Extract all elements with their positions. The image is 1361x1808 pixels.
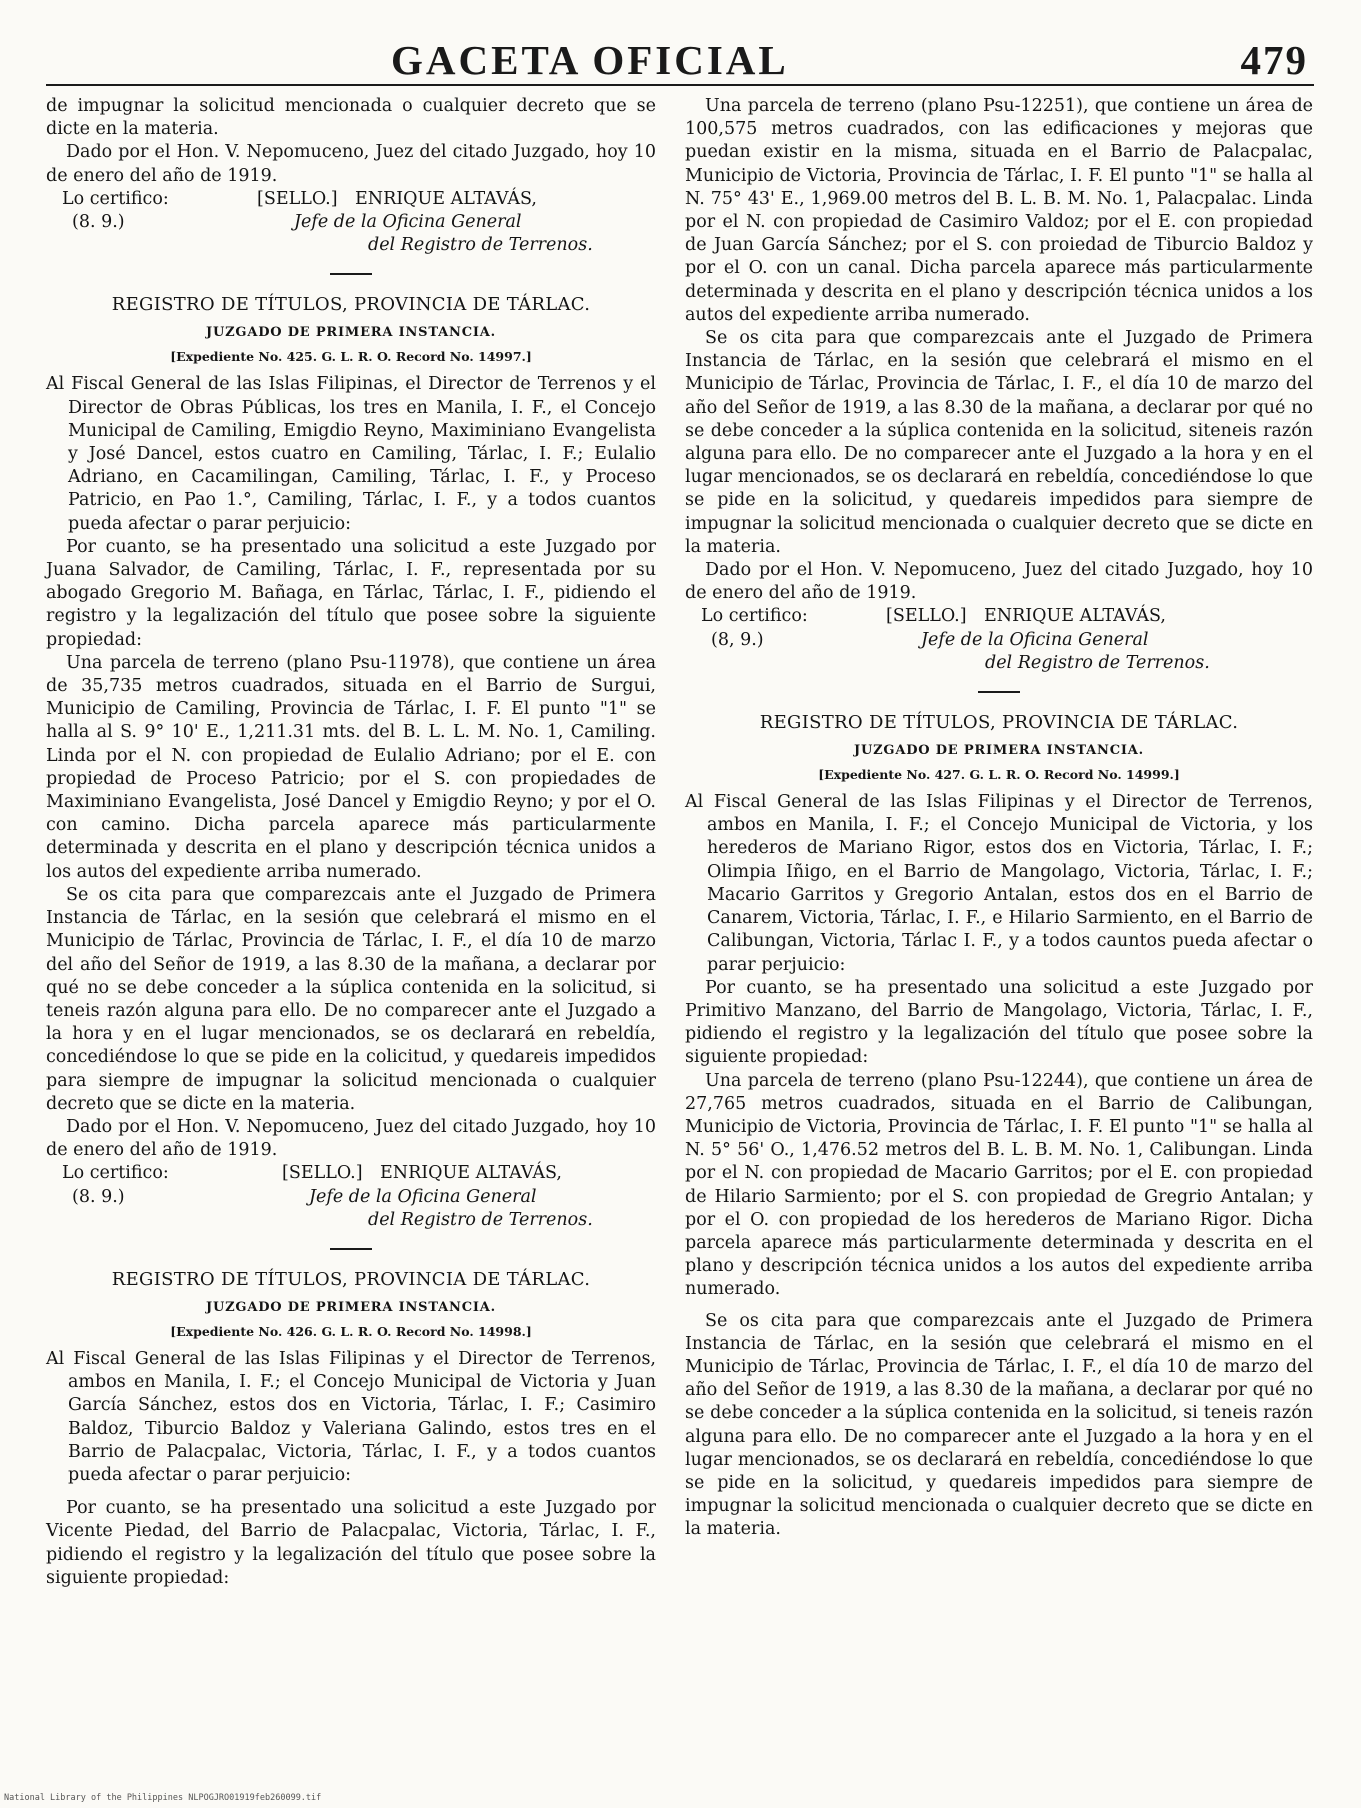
- publication-title: GACETA OFICIAL: [391, 37, 789, 83]
- right-column: [685, 95, 1313, 1542]
- signatory-title: Jefe de la Oficina General: [309, 1186, 537, 1207]
- signatory-office: del Registro de Terrenos.: [368, 235, 593, 256]
- dado-paragraph: Dado por el Hon. V. Nepomuceno, Juez del citado Juzgado, hoy 10 de enero del año de 1919.: [685, 560, 1313, 604]
- parcel-description: Una parcela de terreno (plano Psu-12244), que contiene un área de 27,765 metros cuadrados, situada en el Barrio de Calibungan, Municipio de Victoria, Provincia de Tárlac, I. F. El punto "1" se halla al N. 5° 56' O., 1,476.52 metros del B. L. B. M. No. 1, Calibungan. Linda por el N. con propiedad de Macario Garritos; por el E. con propiedad de Hilario Sarmiento; por el S. con propiedad de Gregrio Antalan; y por el O. con propiedad de los herederos de Mariano Rigor. Dicha parcela aparece más particularmente determinada y descrita en el plano y descripción técnica unidos a los autos del expediente arriba numerado.: [685, 1070, 1313, 1300]
- section-divider: [330, 1248, 372, 1250]
- certifico-label: Lo certifico:: [701, 606, 808, 627]
- por-cuanto-paragraph: Por cuanto, se ha presentado una solicitud a este Juzgado por Primitivo Manzano, del Barrio de Mangolago, Victoria, Tárlac, I. F., pidiendo el registro y la legalización del título que posee sobre la siguiente propiedad:: [685, 977, 1313, 1068]
- seal-mark: [SELLO.]: [886, 606, 967, 627]
- parcel-description: Una parcela de terreno (plano Psu-12251), que contiene un área de 100,575 metros cuadrados, con las edificaciones y mejoras que puedan existir en la misma, situada en el Barrio de Palacpalac, Municipio de Victoria, Provincia de Tárlac, I. F. El punto "1" se halla al N. 75° 43' E., 1,969.00 metros del B. L. B. M. No. 1, Palacpalac. Linda por el N. con propiedad de Casimiro Valdoz; por el E. con propiedad de Juan García Sánchez; por el S. con proiedad de Tiburcio Baldoz y por el O. con un canal. Dicha parcela aparece más particularmente determinada y descrita en el plano y descripción técnica unidos a los autos del expediente arriba numerado.: [685, 96, 1313, 325]
- summons-paragraph: Se os cita para que comparezcais ante el Juzgado de Primera Instancia de Tárlac, en la sesión que celebrará el mismo en el Municipio de Tárlac, Provincia de Tárlac, I. F., el día 10 de marzo del año del Señor de 1919, a las 8.30 de la mañana, a declarar por qué no se debe conceder a la súplica contenida en la solicitud, siteneis razón alguna para ello. De no comparecer ante el Juzgado a la hora y en el lugar mencionados, se os declarará en rebeldía, concediéndose lo que se pide en la solicitud, y quedareis impedidos para siempre de impugnar la solicitud mencionada o cualquier decreto que se dicte en la materia.: [685, 328, 1313, 557]
- section-divider: [330, 273, 372, 275]
- signatory-name: ENRIQUE ALTAVÁS,: [984, 606, 1166, 627]
- left-column: [46, 95, 656, 1590]
- seal-mark: [SELLO.]: [282, 1163, 363, 1184]
- expediente-reference: [Expediente No. 425. G. L. R. O. Record No. 14997.]: [170, 349, 532, 365]
- notice-addressees: Al Fiscal General de las Islas Filipinas, el Director de Terrenos y el Director de Obras Públicas, los tres en Manila, I. F., el Concejo Municipal de Camiling, Emigdio Reyno, Maximiniano Evangelista y José Dancel, estos cuatro en Camiling, Tárlac, I. F.; Eulalio Adriano, en Cacamilingan, Camiling, Tárlac, I. F., y Proceso Patricio, en Pao 1.°, Camiling, Tárlac, I. F., y a todos cuantos pueda afectar o parar perjuicio:: [46, 374, 656, 534]
- page-number: 479: [1240, 37, 1308, 83]
- scan-footer: National Library of the Philippines NLPOGJRO01919feb260099.tif: [4, 1793, 322, 1803]
- masthead: [46, 28, 1314, 86]
- continued-paragraph: de impugnar la solicitud mencionada o cualquier decreto que se dicte en la materia.: [46, 96, 656, 140]
- signatory-name: ENRIQUE ALTAVÁS,: [355, 188, 537, 209]
- section-divider: [978, 691, 1020, 693]
- dado-paragraph: Dado por el Hon. V. Nepomuceno, Juez del citado Juzgado, hoy 10 de enero del año de 1919.: [46, 1116, 656, 1161]
- court-heading: JUZGADO DE PRIMERA INSTANCIA.: [206, 325, 496, 341]
- summons-paragraph: Se os cita para que comparezcais ante el Juzgado de Primera Instancia de Tárlac, en la sesión que celebrará el mismo en el Municipio de Tárlac, Provincia de Tárlac, I. F., el día 10 de marzo del año del Señor de 1919, a las 8.30 de la mañana, a declarar por qué no se debe conceder a la súplica contenida en la solicitud, si teneis razón alguna para ello. De no comparecer ante el Juzgado a la hora y en el lugar mencionados, se os declarará en rebeldía, concediéndose lo que se pide en la colicitud, y quedareis impedidos para siempre de impugnar la solicitud mencionada o cualquier decreto que se dicte en la materia.: [46, 884, 656, 1114]
- certification-block: [685, 605, 1313, 675]
- seal-mark: [SELLO.]: [257, 188, 338, 209]
- section-heading: REGISTRO DE TÍTULOS, PROVINCIA DE TÁRLAC.: [111, 1268, 591, 1290]
- section-heading: REGISTRO DE TÍTULOS, PROVINCIA DE TÁRLAC.: [111, 294, 591, 316]
- notice-addressees: Al Fiscal General de las Islas Filipinas y el Director de Terrenos, ambos en Manila, I. F.; el Concejo Municipal de Victoria, y los herederos de Mariano Rigor, estos dos en Victoria, Tárlac, I. F.; Olimpia Iñigo, en el Barrio de Mangolago, Victoria, Tárlac, I. F.; Macario Garritos y Gregorio Antalan, estos dos en el Barrio de Canarem, Victoria, Tárlac, I. F., e Hilario Sarmiento, en el Barrio de Calibungan, Victoria, Tárlac I. F., y a todos cauntos pueda afectar o parar perjuicio:: [685, 792, 1313, 975]
- notice-addressees: Al Fiscal General de las Islas Filipinas y el Director de Terrenos, ambos en Manila, I. F.; el Concejo Municipal de Victoria y Juan García Sánchez, estos dos en Victoria, Tárlac, I. F.; Casimiro Baldoz, Tiburcio Baldoz y Valeriana Galindo, estos tres en el Barrio de Palacpalac, Victoria, Tárlac, I. F., y a todos cuantos pueda afectar o parar perjuicio:: [46, 1348, 656, 1485]
- signatory-office: del Registro de Terrenos.: [368, 1209, 593, 1230]
- por-cuanto-paragraph: Por cuanto, se ha presentado una solicitud a este Juzgado por Vicente Piedad, del Barrio de Palacpalac, Victoria, Tárlac, I. F., pidiendo el registro y la legalización del título que posee sobre la siguiente propiedad:: [46, 1498, 656, 1588]
- issue-number: (8. 9.): [72, 1186, 125, 1207]
- expediente-reference: [Expediente No. 427. G. L. R. O. Record No. 14999.]: [818, 767, 1180, 783]
- issue-number: (8, 9.): [711, 629, 764, 650]
- court-heading: JUZGADO DE PRIMERA INSTANCIA.: [206, 1299, 496, 1315]
- certification-block: [46, 1162, 656, 1232]
- issue-number: (8. 9.): [72, 212, 125, 233]
- section-heading: REGISTRO DE TÍTULOS, PROVINCIA DE TÁRLAC.: [759, 712, 1239, 734]
- court-heading: JUZGADO DE PRIMERA INSTANCIA.: [854, 743, 1144, 759]
- signatory-title: Jefe de la Oficina General: [294, 212, 522, 233]
- signatory-name: ENRIQUE ALTAVÁS,: [380, 1163, 562, 1184]
- summons-paragraph: Se os cita para que comparezcais ante el Juzgado de Primera Instancia de Tárlac, en la sesión que celebrará el mismo en el Municipio de Tárlac, Provincia de Tárlac, I. F., el día 10 de marzo del año del Señor de 1919, a las 8.30 de la mañana, a declarar por qué no se debe conceder a la súplica contenida en la solicitud, si teneis razón alguna para ello. De no comparecer ante el Juzgado a la hora y en el lugar mencionados, se os declarará en rebeldía, concediéndose lo que se pide en la solicitud, y quedareis impedidos para siempre de impugnar la solicitud mencionada o cualquier decreto que se dicte en la materia.: [685, 1310, 1313, 1540]
- dado-paragraph: Dado por el Hon. V. Nepomuceno, Juez del citado Juzgado, hoy 10 de enero del año de 1919.: [46, 142, 656, 186]
- parcel-description: Una parcela de terreno (plano Psu-11978), que contiene un área de 35,735 metros cuadrados, situada en el Barrio de Surgui, Municipio de Camiling, Provincia de Tárlac, I. F. El punto "1" se halla al S. 9° 10' E., 1,211.31 mts. del B. L. L. M. No. 1, Camiling. Linda por el N. con propiedad de Eulalio Adriano; por el E. con propiedad de Proceso Patricio; por el S. con propiedades de Maximiniano Evangelista, José Dancel y Emigdio Reyno; y por el O. con camino. Dicha parcela aparece más particularmente determinada y descrita en el plano y descripción técnica unidos a los autos del expediente arriba numerado.: [46, 652, 656, 882]
- expediente-reference: [Expediente No. 426. G. L. R. O. Record No. 14998.]: [170, 1323, 532, 1339]
- certification-block: [46, 188, 656, 258]
- certifico-label: Lo certifico:: [62, 1163, 169, 1184]
- signatory-office: del Registro de Terrenos.: [985, 652, 1210, 673]
- certifico-label: Lo certifico:: [62, 188, 169, 209]
- signatory-title: Jefe de la Oficina General: [921, 629, 1149, 650]
- por-cuanto-paragraph: Por cuanto, se ha presentado una solicitud a este Juzgado por Juana Salvador, de Camiling, Tárlac, I. F., representada por su abogado Gregorio M. Bañaga, en Tárlac, Tárlac, I. F., pidiendo el registro y la legalización del título que posee sobre la siguiente propiedad:: [46, 536, 656, 650]
